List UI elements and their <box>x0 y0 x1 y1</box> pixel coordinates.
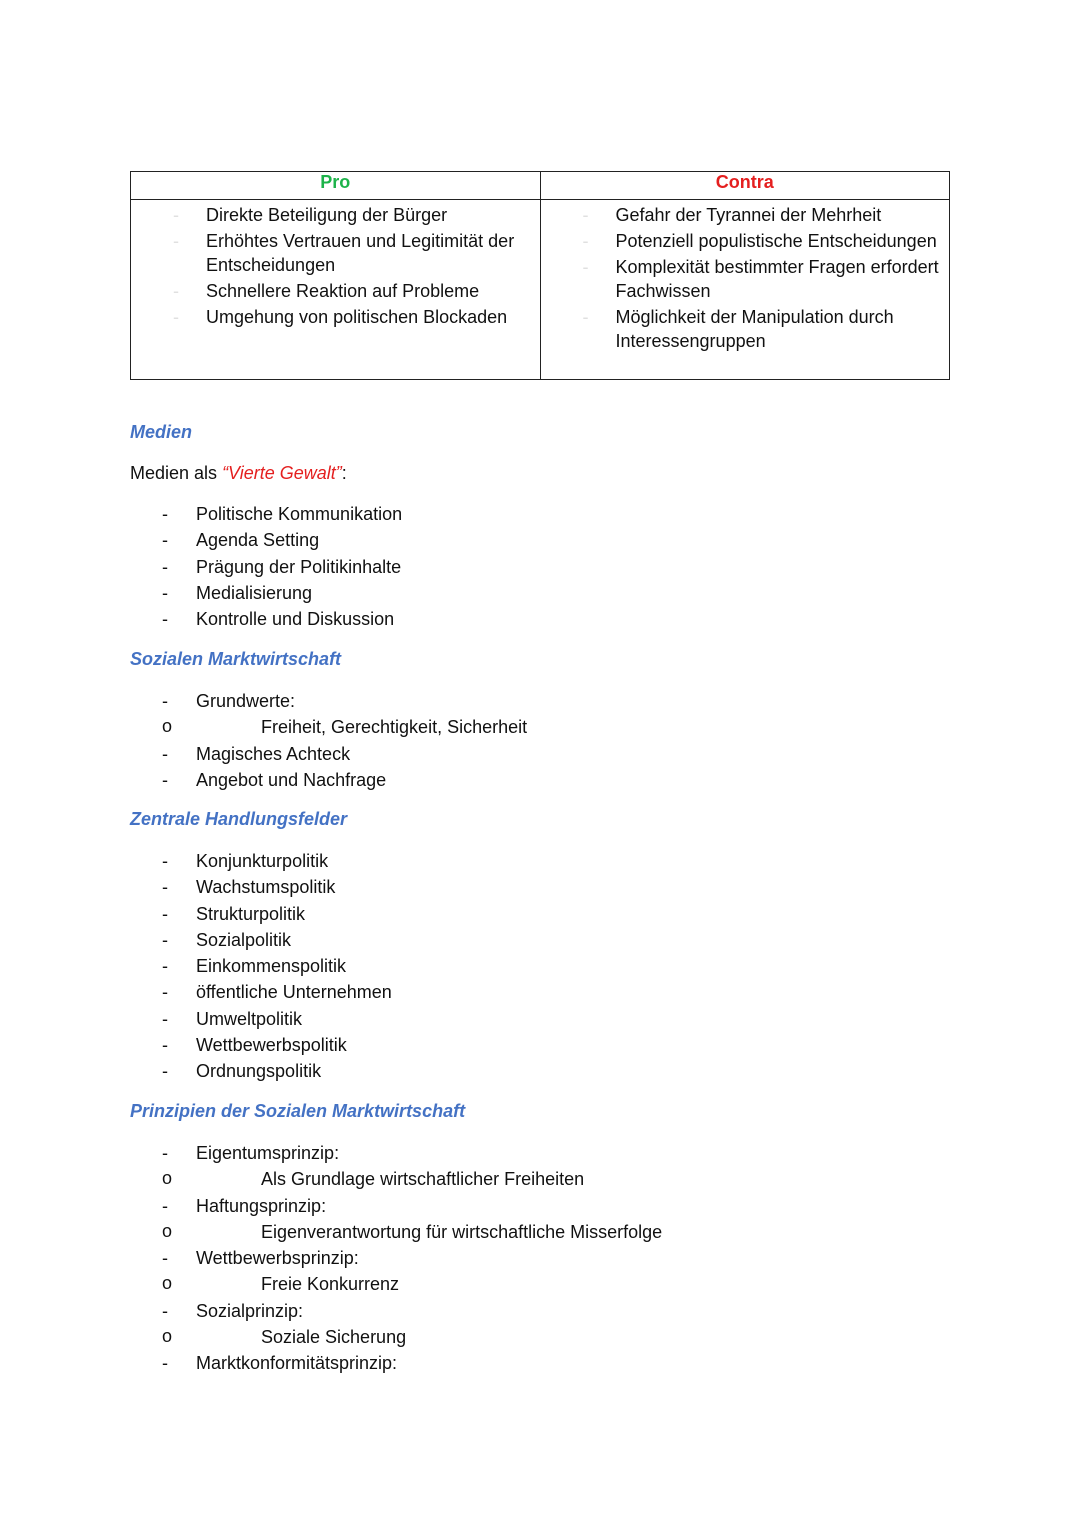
list-item: - Politische Kommunikation <box>130 501 830 527</box>
handlungsfelder-list <box>130 848 830 1085</box>
grundwerte-sublist <box>130 714 830 740</box>
list-item: - Sozialpolitik <box>130 927 830 953</box>
prinzip-sublist <box>130 1271 830 1297</box>
list-item: - Prägung der Politikinhalte <box>130 554 830 580</box>
list-item <box>130 1298 830 1351</box>
contra-list <box>541 203 950 353</box>
pro-contra-table <box>130 171 950 380</box>
contra-item: - Komplexität bestimmter Fragen erfordert Fachwissen <box>541 255 950 303</box>
medien-list <box>130 501 830 632</box>
contra-cell <box>540 200 950 380</box>
contra-item: - Gefahr der Tyrannei der Mehrheit <box>541 203 950 227</box>
medien-intro-prefix: Medien als <box>130 463 223 483</box>
sub-list-item: o Eigenverantwortung für wirtschaftliche Misserfolge <box>130 1219 830 1245</box>
medien-intro-suffix: : <box>341 463 347 483</box>
sub-list-item: o Soziale Sicherung <box>130 1324 830 1350</box>
pro-item: - Umgehung von politischen Blockaden <box>131 305 540 329</box>
soziale-marktwirtschaft-heading: Sozialen Marktwirtschaft <box>130 649 342 669</box>
contra-item: - Möglichkeit der Manipulation durch Interessengruppen <box>541 305 950 353</box>
pro-list <box>131 203 540 329</box>
list-item: - Umweltpolitik <box>130 1006 830 1032</box>
pro-item: - Erhöhtes Vertrauen und Legitimität der Entscheidungen <box>131 229 540 277</box>
medien-heading: Medien <box>130 422 193 442</box>
list-item: - Strukturpolitik <box>130 901 830 927</box>
prinzip-label: Marktkonformitätsprinzip: <box>196 1353 398 1374</box>
list-item: - Einkommenspolitik <box>130 953 830 979</box>
soziale-marktwirtschaft-list <box>130 688 830 793</box>
prinzip-sublist <box>130 1324 830 1350</box>
grundwerte-label: Grundwerte: <box>196 691 296 711</box>
handlungsfelder-heading: Zentrale Handlungsfelder <box>130 809 348 829</box>
prinzip-label: Haftungsprinzip: <box>196 1195 327 1216</box>
list-item: - Magisches Achteck <box>130 741 830 767</box>
pro-item: - Schnellere Reaktion auf Probleme <box>131 279 540 303</box>
pro-item: - Direkte Beteiligung der Bürger <box>131 203 540 227</box>
list-item: - Angebot und Nachfrage <box>130 767 830 793</box>
contra-item: - Potenziell populistische Entscheidungen <box>541 229 950 253</box>
sub-list-item: o Freiheit, Gerechtigkeit, Sicherheit <box>130 714 830 740</box>
pro-cell <box>131 200 541 380</box>
list-item: - Kontrolle und Diskussion <box>130 606 830 632</box>
list-item <box>130 1245 830 1298</box>
list-item: - Medialisierung <box>130 580 830 606</box>
prinzip-sublist <box>130 1219 830 1245</box>
list-item <box>130 1140 830 1193</box>
pro-header: Pro <box>131 172 541 200</box>
prinzip-sublist <box>130 1166 830 1192</box>
list-item: - Wettbewerbspolitik <box>130 1032 830 1058</box>
sub-list-item: o Als Grundlage wirtschaftlicher Freiheiten <box>130 1166 830 1192</box>
list-item: - Ordnungspolitik <box>130 1058 830 1084</box>
sub-list-item: o Freie Konkurrenz <box>130 1271 830 1297</box>
list-item: - Konjunkturpolitik <box>130 848 830 874</box>
medien-intro <box>130 463 347 484</box>
contra-header: Contra <box>540 172 950 200</box>
prinzip-label: Wettbewerbsprinzip: <box>196 1248 359 1269</box>
list-item: - Agenda Setting <box>130 527 830 553</box>
list-item: - öffentliche Unternehmen <box>130 979 830 1005</box>
list-item <box>130 1350 830 1376</box>
prinzip-label: Sozialprinzip: <box>196 1300 304 1321</box>
prinzipien-heading: Prinzipien der Sozialen Marktwirtschaft <box>130 1101 466 1121</box>
list-item <box>130 1193 830 1246</box>
prinzipien-list <box>130 1140 830 1377</box>
prinzip-label: Eigentumsprinzip: <box>196 1143 340 1163</box>
vierte-gewalt-label: “Vierte Gewalt” <box>222 463 342 483</box>
list-item <box>130 688 830 741</box>
list-item: - Wachstumspolitik <box>130 874 830 900</box>
